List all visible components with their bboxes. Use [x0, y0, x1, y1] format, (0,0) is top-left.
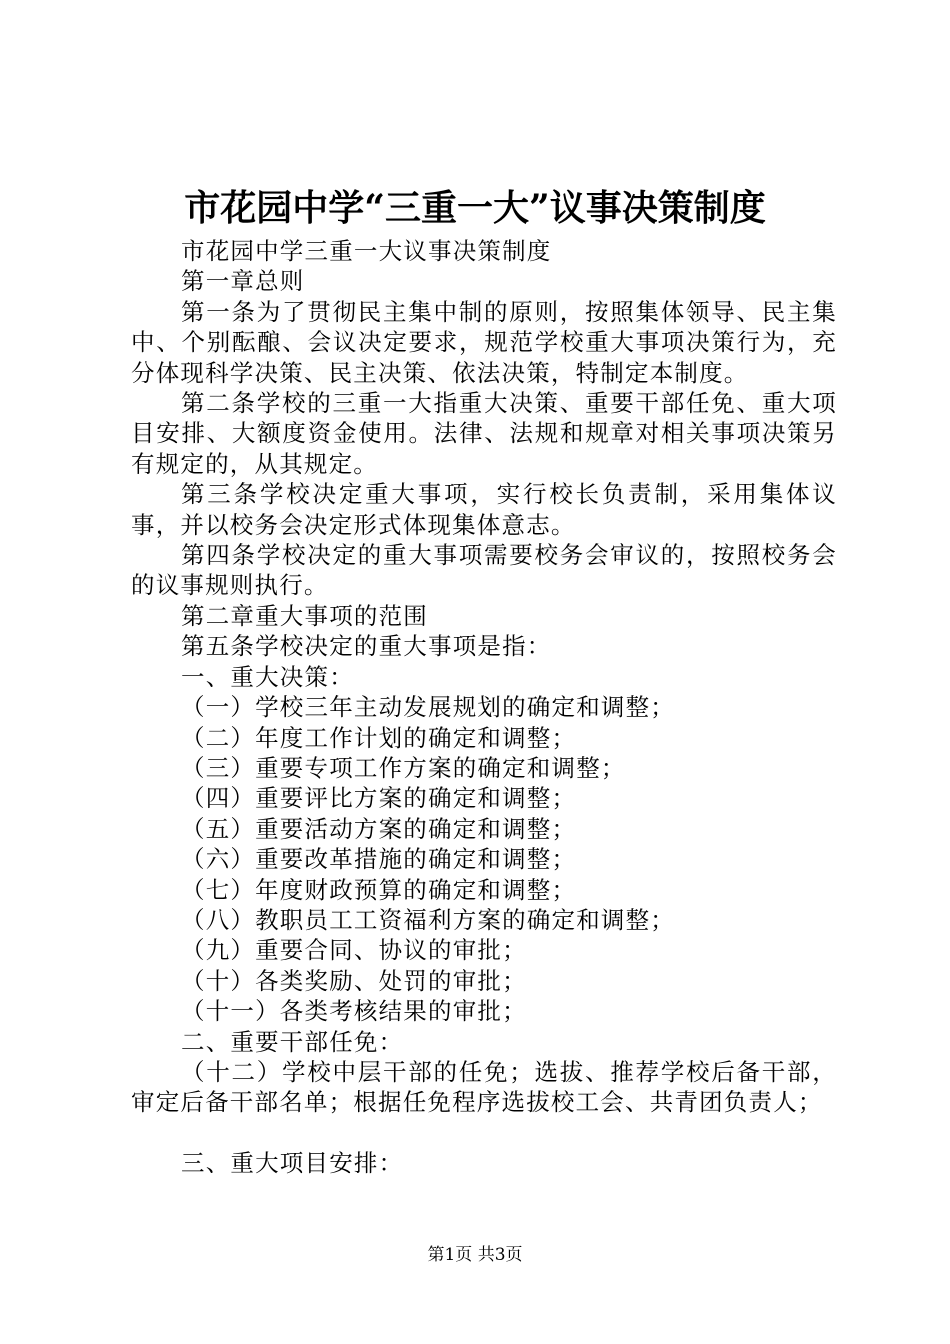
article-paragraph: 第三条学校决定重大事项，实行校长负责制，采用集体议事，并以校务会决定形式体现集体意志。 — [131, 480, 837, 539]
chapter-heading: 第一章总则 — [181, 267, 305, 296]
section-heading: 一、重大决策： — [181, 662, 354, 691]
article-paragraph: 第二条学校的三重一大指重大决策、重要干部任免、重大项目安排、大额度资金使用。法律、法规和规章对相关事项决策另有规定的，从其规定。 — [131, 389, 837, 478]
section-heading: 二、重要干部任免： — [181, 1027, 404, 1056]
document-title: 市花园中学“三重一大”议事决策制度 — [184, 187, 766, 229]
article-paragraph: 第四条学校决定的重大事项需要校务会审议的，按照校务会的议事规则执行。 — [131, 541, 837, 600]
list-item: （七）年度财政预算的确定和调整； — [181, 875, 577, 904]
list-item: （九）重要合同、协议的审批； — [181, 936, 527, 965]
list-item: （十一）各类考核结果的审批； — [181, 997, 527, 1026]
article-paragraph: 第五条学校决定的重大事项是指： — [181, 632, 552, 661]
document-body — [131, 236, 837, 1178]
list-item: （十）各类奖励、处罚的审批； — [181, 966, 527, 995]
section-heading: 三、重大项目安排： — [181, 1148, 404, 1177]
list-item: （十二）学校中层干部的任免；选拔、推荐学校后备干部，审定后备干部名单；根据任免程序选拔校工会、共青团负责人； — [131, 1057, 837, 1117]
list-item: （五）重要活动方案的确定和调整； — [181, 814, 577, 843]
list-item: （二）年度工作计划的确定和调整； — [181, 723, 577, 752]
list-item: （三）重要专项工作方案的确定和调整； — [181, 753, 626, 782]
list-item: （一）学校三年主动发展规划的确定和调整； — [181, 693, 675, 722]
list-item: （四）重要评比方案的确定和调整； — [181, 784, 577, 813]
page-footer: 第1页 共3页 — [427, 1245, 523, 1265]
chapter-heading: 第二章重大事项的范围 — [181, 601, 428, 630]
subtitle-line: 市花园中学三重一大议事决策制度 — [181, 237, 552, 265]
list-item: （八）教职员工工资福利方案的确定和调整； — [181, 905, 675, 934]
list-item: （六）重要改革措施的确定和调整； — [181, 845, 577, 874]
article-paragraph: 第一条为了贯彻民主集中制的原则，按照集体领导、民主集中、个别酝酿、会议决定要求，规范学校重大事项决策行为，充分体现科学决策、民主决策、依法决策，特制定本制度。 — [131, 297, 837, 387]
